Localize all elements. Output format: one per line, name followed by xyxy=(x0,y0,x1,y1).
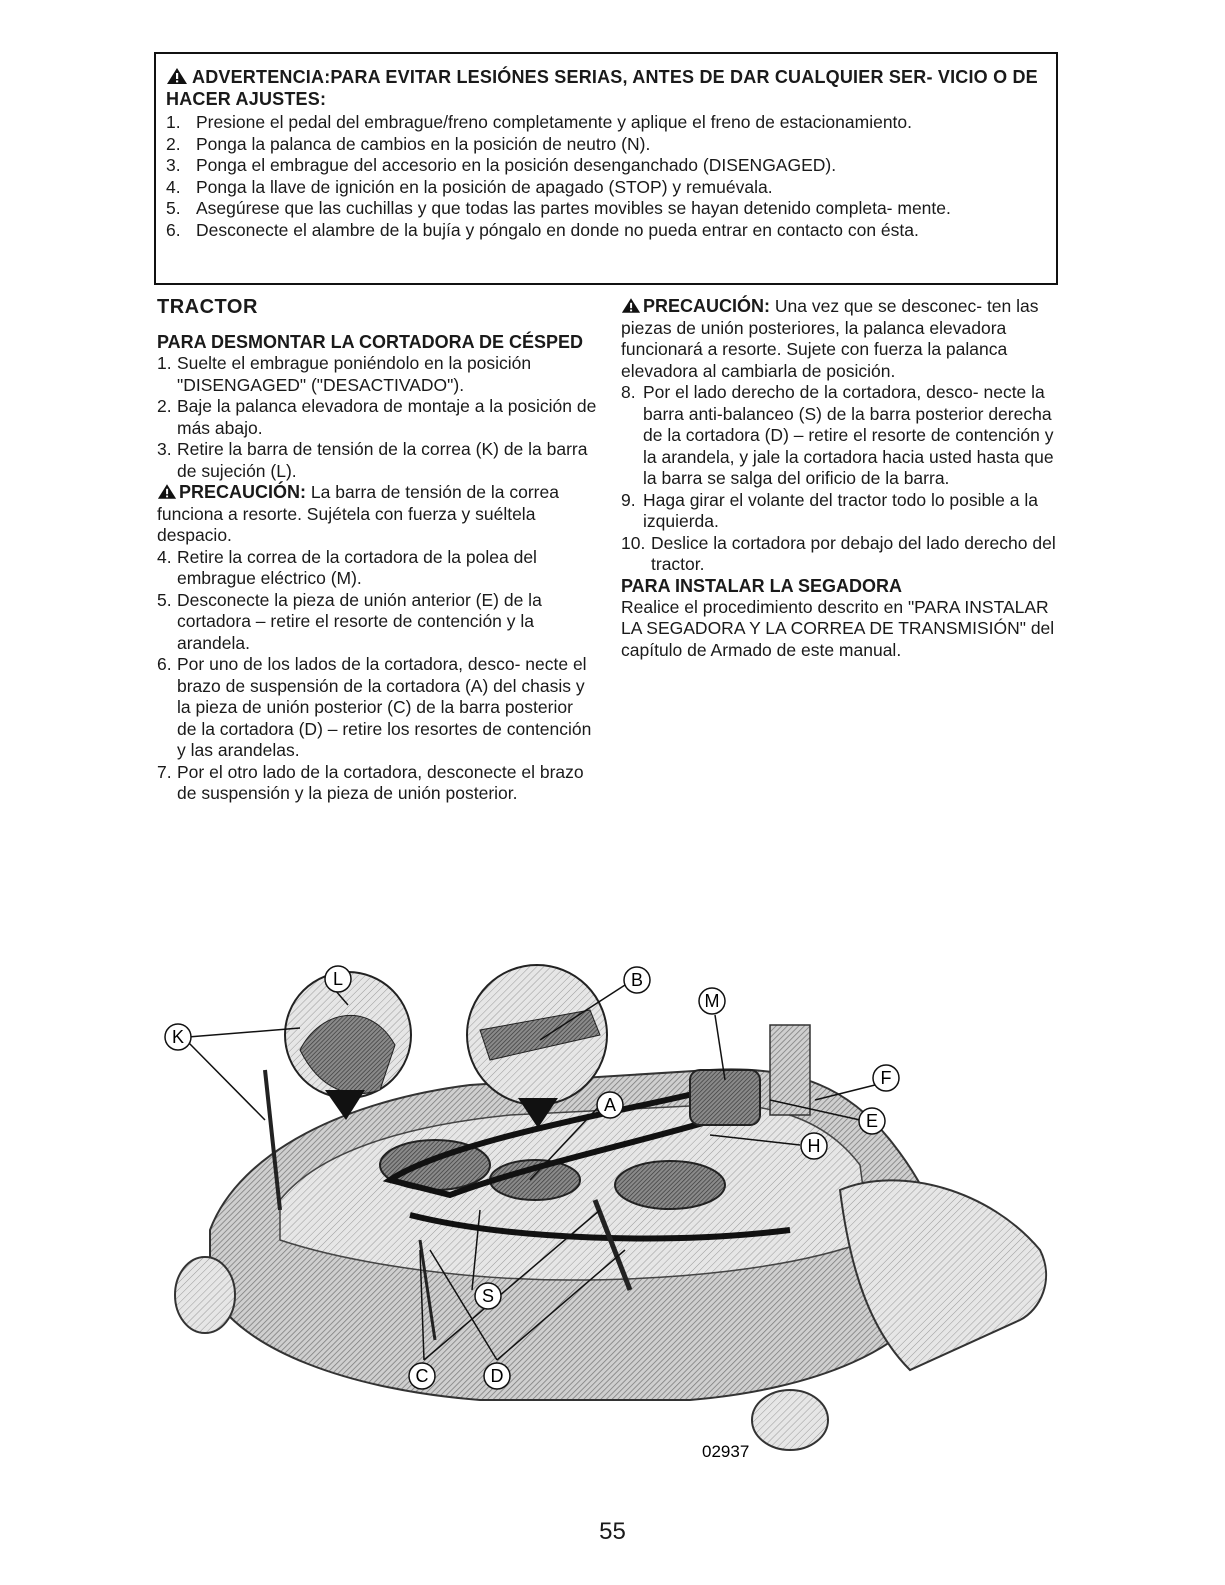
list-item: 4. Retire la correa de la cortadora de la polea del embrague eléctrico (M). xyxy=(157,546,537,588)
caution-label: PRECAUCIÓN: xyxy=(179,482,307,502)
mower-deck-diagram xyxy=(150,950,1070,1490)
callout-m xyxy=(699,988,725,1014)
callout-c xyxy=(409,1363,435,1389)
callout-f xyxy=(873,1065,899,1091)
caution-label: PRECAUCIÓN: xyxy=(643,296,771,316)
section-title: TRACTOR xyxy=(157,296,258,318)
remove-steps-c xyxy=(621,382,1061,576)
callout-l xyxy=(325,966,351,992)
warning-triangle-icon xyxy=(621,297,641,314)
svg-text:K: K xyxy=(171,1027,185,1047)
list-item: 8. Por el lado derecho de la cortadora, desco- necte la barra anti-balanceo (S) de la barra posterior derecha de la cortadora (D) – retire el resorte de contención y la arandela, y jale la cortadora hacia usted hasta que la barra se salga del orificio de la barra. xyxy=(621,382,1054,488)
list-item: 4. Ponga la llave de ignición en la posición de apagado (STOP) y remuévala. xyxy=(166,176,773,197)
list-item: 7. Por el otro lado de la cortadora, desconecte el brazo de suspensión y la pieza de unión posterior. xyxy=(157,761,584,803)
caution-text: Una vez que se desconec- ten las piezas de unión posteriores, la palanca elevadora funcionará a resorte. Sujete con fuerza la palanca elevadora al cambiarla de posición. xyxy=(621,296,1039,381)
install-mower-title: PARA INSTALAR LA SEGADORA xyxy=(621,575,902,596)
install-text: Realice el procedimiento descrito en "PARA INSTALAR LA SEGADORA Y LA CORREA DE TRANSMISIÓN" del capítulo de Armado de este manual. xyxy=(621,596,1055,660)
list-item: 1. Suelte el embrague poniéndolo en la posición "DISENGAGED" ("DESACTIVADO"). xyxy=(157,353,532,395)
callout-h xyxy=(801,1133,827,1159)
rear-right-wheel xyxy=(752,1390,828,1450)
list-item: 10. Deslice la cortadora por debajo del lado derecho del tractor. xyxy=(621,532,1056,574)
front-left-wheel xyxy=(175,1257,235,1333)
svg-text:C: C xyxy=(415,1366,429,1386)
list-item: 2. Ponga la palanca de cambios en la posición de neutro (N). xyxy=(166,133,651,154)
callout-k xyxy=(165,1024,191,1050)
callout-a xyxy=(597,1092,623,1118)
warning-triangle-icon xyxy=(166,67,188,85)
callout-e xyxy=(859,1108,885,1134)
list-item: 6. Por uno de los lados de la cortadora, desco- necte el brazo de suspensión de la cortadora (A) del chasis y la pieza de unión posterior (C) de la barra posterior de la cortadora (D) – retire los resortes de contención y las arandelas. xyxy=(157,654,592,760)
callout-s xyxy=(475,1283,501,1309)
pulley-right xyxy=(615,1161,725,1209)
warning-box xyxy=(154,52,1058,285)
list-item: 9. Haga girar el volante del tractor todo lo posible a la izquierda. xyxy=(621,489,1038,531)
right-column xyxy=(621,296,1061,661)
svg-text:D: D xyxy=(490,1366,504,1386)
warning-triangle-icon xyxy=(157,483,177,500)
svg-text:E: E xyxy=(865,1111,879,1131)
svg-text:L: L xyxy=(332,969,344,989)
warning-title xyxy=(166,66,1048,110)
figure-number: 02937 xyxy=(702,1442,750,1461)
svg-text:F: F xyxy=(880,1068,892,1088)
caution-note xyxy=(157,482,597,547)
svg-text:H: H xyxy=(807,1136,821,1156)
svg-text:M: M xyxy=(704,991,720,1011)
callout-b xyxy=(624,967,650,993)
left-column xyxy=(157,296,597,805)
list-item: 1. Presione el pedal del embrague/freno completamente y aplique el freno de estacionamiento. xyxy=(166,112,913,132)
remove-steps-b xyxy=(157,547,597,805)
callout-d xyxy=(484,1363,510,1389)
svg-text:B: B xyxy=(630,970,644,990)
list-item: 6. Desconecte el alambre de la bujía y póngalo en donde no pueda entrar en contacto con ésta. xyxy=(166,219,919,240)
list-item: 3. Retire la barra de tensión de la correa (K) de la barra de sujeción (L). xyxy=(157,439,588,481)
list-item: 2. Baje la palanca elevadora de montaje a la posición de más abajo. xyxy=(157,396,597,438)
warning-list xyxy=(166,112,1048,241)
remove-steps-a xyxy=(157,353,597,482)
list-item: 5. Asegúrese que las cuchillas y que todas las partes movibles se hayan detenido completa- mente. xyxy=(166,198,951,218)
caution-text: La barra de tensión de la correa funciona a resorte. Sujétela con fuerza y suéltela despacio. xyxy=(157,482,559,545)
svg-text:A: A xyxy=(603,1095,617,1115)
caution-note xyxy=(621,296,1061,382)
page-number: 55 xyxy=(599,1518,626,1545)
remove-mower-title: PARA DESMONTAR LA CORTADORA DE CÉSPED xyxy=(157,332,584,352)
list-item: 5. Desconecte la pieza de unión anterior (E) de la cortadora – retire el resorte de contención y la arandela. xyxy=(157,589,542,653)
warning-title-text: ADVERTENCIA:PARA EVITAR LESIÓNES SERIAS, ANTES DE DAR CUALQUIER SER- VICIO O DE HACER AJUSTES: xyxy=(166,67,1038,109)
svg-text:S: S xyxy=(481,1286,495,1306)
list-item: 3. Ponga el embrague del accesorio en la posición desenganchado (DISENGAGED). xyxy=(166,155,837,175)
